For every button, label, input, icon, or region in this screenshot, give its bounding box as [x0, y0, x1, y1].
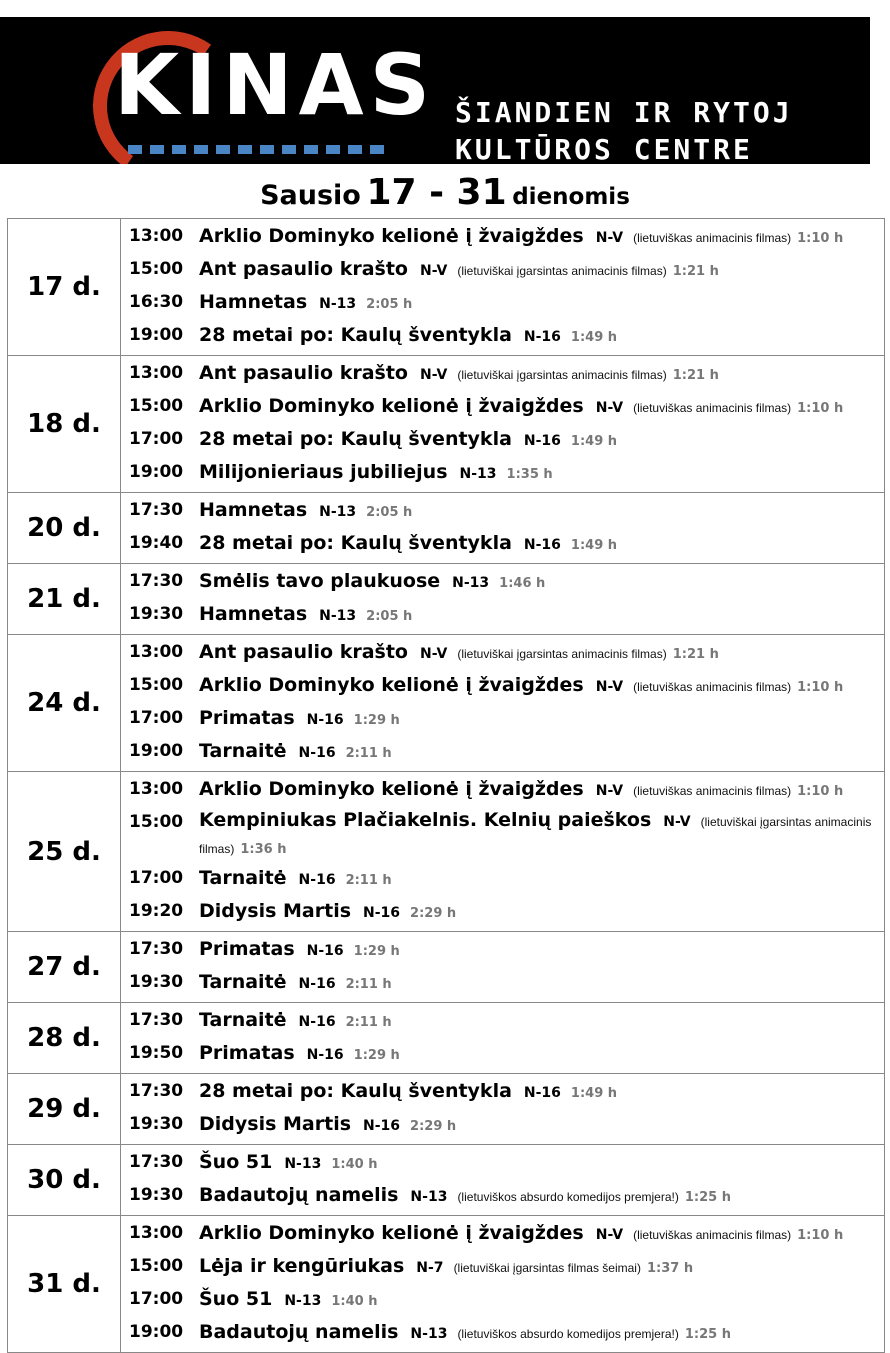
screening-time: 16:30	[129, 292, 184, 312]
screening-time: 15:00	[129, 396, 184, 416]
screening-details	[199, 287, 884, 320]
screening-item	[129, 807, 884, 863]
movie-title: Tarnaitė	[199, 867, 287, 889]
screening-details	[199, 1147, 884, 1180]
age-rating: N-16	[298, 1014, 336, 1030]
age-rating: N-13	[459, 466, 497, 482]
movie-title: 28 metai po: Kaulų šventykla	[199, 1080, 512, 1102]
film-duration: 1:36 h	[240, 842, 287, 857]
age-rating: N-16	[298, 745, 336, 761]
screening-time: 19:00	[129, 462, 184, 482]
age-rating: N-16	[363, 1118, 401, 1134]
screening-details	[199, 1180, 884, 1213]
screening-item	[129, 566, 884, 599]
film-duration: 1:29 h	[353, 944, 400, 959]
age-rating: N-16	[306, 712, 344, 728]
screening-time: 19:30	[129, 604, 184, 624]
screening-time: 17:30	[129, 571, 184, 591]
screening-time: 17:30	[129, 1010, 184, 1030]
film-note: (lietuviškai įgarsintas filmas šeimai)	[453, 1261, 641, 1275]
screening-details	[199, 863, 884, 896]
screening-item	[129, 934, 884, 967]
film-note: (lietuviškas animacinis filmas)	[633, 680, 792, 694]
film-note: (lietuviškas animacinis filmas)	[633, 401, 792, 415]
day-label: 17 d.	[8, 219, 121, 356]
screening-time: 13:00	[129, 779, 184, 799]
screening-time: 17:00	[129, 1289, 184, 1309]
film-note: (lietuviškos absurdo komedijos premjera!)	[457, 1190, 679, 1204]
movie-title: Hamnetas	[199, 603, 308, 625]
movie-title: Arklio Dominyko kelionė į žvaigždes	[199, 395, 584, 417]
film-duration: 2:05 h	[366, 297, 413, 312]
screening-time: 17:00	[129, 429, 184, 449]
age-rating: N-16	[523, 537, 561, 553]
screenings-list	[121, 1145, 885, 1216]
age-rating: N-13	[452, 575, 490, 591]
day-row	[8, 1074, 885, 1145]
age-rating: N-V	[663, 814, 691, 830]
tagline-line-1: ŠIANDIEN IR RYTOJ	[455, 96, 793, 129]
movie-title: Badautojų namelis	[199, 1321, 399, 1343]
day-label: 25 d.	[8, 772, 121, 932]
movie-title: Arklio Dominyko kelionė į žvaigždes	[199, 1222, 584, 1244]
movie-title: Badautojų namelis	[199, 1184, 399, 1206]
day-label: 28 d.	[8, 1003, 121, 1074]
movie-title: Hamnetas	[199, 499, 308, 521]
screening-details	[199, 358, 884, 391]
movie-title: Tarnaitė	[199, 971, 287, 993]
age-rating: N-V	[595, 400, 624, 416]
screening-item	[129, 358, 884, 391]
age-rating: N-13	[410, 1189, 448, 1205]
screening-details	[199, 637, 884, 670]
film-note: (lietuviškas animacinis filmas)	[633, 231, 792, 245]
tagline-line-2: KULTŪROS CENTRE	[455, 133, 753, 164]
screening-time: 13:00	[129, 642, 184, 662]
screening-time: 19:00	[129, 325, 184, 345]
screening-time: 19:20	[129, 901, 184, 921]
screening-details	[199, 1005, 884, 1038]
screening-time: 19:30	[129, 1114, 184, 1134]
screenings-list	[121, 932, 885, 1003]
screening-details	[199, 457, 884, 490]
screenings-list	[121, 635, 885, 772]
screening-item	[129, 1076, 884, 1109]
age-rating: N-13	[319, 504, 357, 520]
screening-details	[199, 424, 884, 457]
screening-item	[129, 1109, 884, 1142]
screening-details	[199, 774, 884, 807]
age-rating: N-13	[284, 1156, 322, 1172]
logo-text: KINAS	[114, 36, 437, 134]
screening-details	[199, 495, 884, 528]
screening-details	[199, 1284, 884, 1317]
screening-item	[129, 1317, 884, 1350]
film-duration: 1:10 h	[797, 784, 844, 799]
age-rating: N-V	[595, 679, 624, 695]
day-row	[8, 493, 885, 564]
age-rating: N-V	[595, 783, 624, 799]
film-note: (lietuviškas animacinis filmas)	[633, 784, 792, 798]
screening-item	[129, 774, 884, 807]
screening-time: 15:00	[129, 812, 184, 832]
screening-time: 15:00	[129, 259, 184, 279]
screening-item	[129, 254, 884, 287]
screening-details	[199, 670, 884, 703]
film-duration: 2:11 h	[345, 873, 392, 888]
film-duration: 1:49 h	[570, 330, 618, 345]
film-duration: 1:10 h	[797, 231, 844, 246]
film-note: (lietuviškos absurdo komedijos premjera!)	[457, 1327, 679, 1341]
film-duration: 1:25 h	[684, 1327, 731, 1342]
film-duration: 1:10 h	[797, 1228, 844, 1243]
screening-time: 19:30	[129, 972, 184, 992]
film-duration: 2:29 h	[410, 906, 457, 921]
screening-item	[129, 1180, 884, 1213]
screening-details	[199, 1109, 884, 1142]
day-label: 29 d.	[8, 1074, 121, 1145]
movie-title: Ant pasaulio krašto	[199, 362, 408, 384]
movie-title: Didysis Martis	[199, 900, 352, 922]
movie-title: Primatas	[199, 938, 295, 960]
screening-item	[129, 1284, 884, 1317]
day-row	[8, 1003, 885, 1074]
film-duration: 1:37 h	[646, 1261, 694, 1276]
age-rating: N-16	[306, 1047, 344, 1063]
movie-title: 28 metai po: Kaulų šventykla	[199, 532, 512, 554]
film-duration: 1:25 h	[684, 1190, 731, 1205]
day-label: 24 d.	[8, 635, 121, 772]
day-row	[8, 219, 885, 356]
screening-details	[199, 736, 884, 769]
day-row	[8, 356, 885, 493]
movie-title: Lėja ir kengūriukas	[199, 1255, 405, 1277]
screenings-list	[121, 356, 885, 493]
film-duration: 1:49 h	[570, 538, 618, 553]
screening-time: 19:50	[129, 1043, 184, 1063]
film-duration: 2:11 h	[345, 1015, 392, 1030]
schedule-table	[7, 218, 885, 1353]
screening-details	[199, 967, 884, 1000]
screening-details	[199, 896, 884, 929]
day-row	[8, 635, 885, 772]
age-rating: N-16	[523, 1085, 561, 1101]
age-rating: N-16	[298, 872, 336, 888]
screening-details	[199, 566, 884, 599]
screening-time: 19:00	[129, 1322, 184, 1342]
screening-item	[129, 1218, 884, 1251]
film-duration: 2:11 h	[345, 977, 392, 992]
screening-time: 13:00	[129, 226, 184, 246]
screenings-list	[121, 493, 885, 564]
screening-item	[129, 221, 884, 254]
film-duration: 1:40 h	[331, 1157, 378, 1172]
movie-title: Šuo 51	[199, 1151, 273, 1173]
age-rating: N-V	[595, 230, 624, 246]
screenings-list	[121, 1074, 885, 1145]
movie-title: 28 metai po: Kaulų šventykla	[199, 428, 512, 450]
day-label: 30 d.	[8, 1145, 121, 1216]
screening-item	[129, 703, 884, 736]
film-note: (lietuviškai įgarsintas animacinis filmas)	[457, 647, 667, 661]
film-duration: 1:46 h	[499, 576, 546, 591]
screening-details	[199, 221, 884, 254]
film-duration: 1:49 h	[570, 1086, 618, 1101]
screening-item	[129, 967, 884, 1000]
age-rating: N-16	[523, 433, 561, 449]
film-duration: 2:05 h	[366, 609, 413, 624]
movie-title: Arklio Dominyko kelionė į žvaigždes	[199, 225, 584, 247]
age-rating: N-13	[410, 1326, 448, 1342]
period-month: Sausio	[260, 180, 361, 211]
screening-details	[199, 1251, 884, 1284]
screening-time: 17:30	[129, 1152, 184, 1172]
age-rating: N-V	[595, 1227, 624, 1243]
film-duration: 1:40 h	[331, 1294, 378, 1309]
age-rating: N-16	[363, 905, 401, 921]
screening-details	[199, 1317, 884, 1350]
screening-time: 13:00	[129, 1223, 184, 1243]
film-duration: 1:29 h	[353, 713, 400, 728]
movie-title: Ant pasaulio krašto	[199, 641, 408, 663]
screening-time: 19:30	[129, 1185, 184, 1205]
screening-time: 19:00	[129, 741, 184, 761]
movie-title: Primatas	[199, 707, 295, 729]
period-heading	[0, 172, 890, 213]
day-row	[8, 564, 885, 635]
screening-item	[129, 1038, 884, 1071]
screening-item	[129, 736, 884, 769]
period-suffix: dienomis	[512, 184, 630, 210]
screening-time: 15:00	[129, 1256, 184, 1276]
day-row	[8, 1145, 885, 1216]
day-label: 31 d.	[8, 1216, 121, 1353]
screenings-list	[121, 1216, 885, 1353]
screening-time: 19:40	[129, 533, 184, 553]
age-rating: N-V	[419, 263, 448, 279]
screening-details	[199, 934, 884, 967]
screenings-list	[121, 1003, 885, 1074]
film-note: (lietuviškai įgarsintas animacinis filmas)	[199, 815, 872, 856]
movie-title: Smėlis tavo plaukuose	[199, 570, 441, 592]
movie-title: Kempiniukas Plačiakelnis. Kelnių paieškos	[199, 809, 652, 831]
screening-details	[199, 254, 884, 287]
screening-item	[129, 391, 884, 424]
film-duration: 2:11 h	[345, 746, 392, 761]
screening-item	[129, 896, 884, 929]
screening-time: 15:00	[129, 675, 184, 695]
film-duration: 1:10 h	[797, 680, 844, 695]
screening-time: 17:00	[129, 868, 184, 888]
screening-details	[199, 703, 884, 736]
movie-title: Arklio Dominyko kelionė į žvaigždes	[199, 674, 584, 696]
movie-title: Hamnetas	[199, 291, 308, 313]
screening-item	[129, 320, 884, 353]
age-rating: N-13	[319, 608, 357, 624]
screening-time: 13:00	[129, 363, 184, 383]
film-note: (lietuviškas animacinis filmas)	[633, 1228, 792, 1242]
screening-item	[129, 495, 884, 528]
screening-item	[129, 637, 884, 670]
screening-details	[199, 1218, 884, 1251]
film-duration: 1:21 h	[672, 264, 719, 279]
schedule-body	[8, 219, 885, 1353]
screening-item	[129, 1005, 884, 1038]
day-label: 27 d.	[8, 932, 121, 1003]
screening-details	[199, 528, 884, 561]
day-row	[8, 1216, 885, 1353]
screening-details	[199, 1076, 884, 1109]
screening-details	[199, 599, 884, 632]
film-duration: 1:21 h	[672, 368, 719, 383]
screening-time: 17:30	[129, 1081, 184, 1101]
film-duration: 1:29 h	[353, 1048, 400, 1063]
film-duration: 1:49 h	[570, 434, 618, 449]
logo-dash-graphic	[128, 145, 386, 154]
screening-details	[199, 1038, 884, 1071]
screening-item	[129, 287, 884, 320]
screenings-list	[121, 219, 885, 356]
screening-item	[129, 1251, 884, 1284]
day-label: 18 d.	[8, 356, 121, 493]
screening-details	[199, 807, 884, 863]
film-note: (lietuviškai įgarsintas animacinis filmas)	[457, 264, 667, 278]
screening-time: 17:30	[129, 939, 184, 959]
screenings-list	[121, 564, 885, 635]
movie-title: Tarnaitė	[199, 1009, 287, 1031]
movie-title: Didysis Martis	[199, 1113, 352, 1135]
screening-item	[129, 457, 884, 490]
film-note: (lietuviškai įgarsintas animacinis filmas)	[457, 368, 667, 382]
age-rating: N-7	[416, 1260, 444, 1276]
screening-time: 17:30	[129, 500, 184, 520]
film-duration: 2:05 h	[366, 505, 413, 520]
age-rating: N-V	[419, 646, 448, 662]
film-duration: 1:21 h	[672, 647, 719, 662]
day-row	[8, 932, 885, 1003]
day-label: 21 d.	[8, 564, 121, 635]
movie-title: Ant pasaulio krašto	[199, 258, 408, 280]
screening-item	[129, 599, 884, 632]
age-rating: N-16	[298, 976, 336, 992]
movie-title: Milijonieriaus jubiliejus	[199, 461, 448, 483]
screening-item	[129, 670, 884, 703]
age-rating: N-16	[523, 329, 561, 345]
screening-item	[129, 1147, 884, 1180]
screening-item	[129, 863, 884, 896]
period-range: 17 - 31	[366, 172, 507, 213]
age-rating: N-16	[306, 943, 344, 959]
age-rating: N-13	[319, 296, 357, 312]
movie-title: 28 metai po: Kaulų šventykla	[199, 324, 512, 346]
film-duration: 2:29 h	[410, 1119, 457, 1134]
screenings-list	[121, 772, 885, 932]
screening-details	[199, 320, 884, 353]
movie-title: Arklio Dominyko kelionė į žvaigždes	[199, 778, 584, 800]
header-banner	[0, 17, 870, 164]
movie-title: Šuo 51	[199, 1288, 273, 1310]
day-row	[8, 772, 885, 932]
age-rating: N-V	[419, 367, 448, 383]
day-label: 20 d.	[8, 493, 121, 564]
screening-item	[129, 528, 884, 561]
film-duration: 1:10 h	[797, 401, 844, 416]
screening-time: 17:00	[129, 708, 184, 728]
movie-title: Tarnaitė	[199, 740, 287, 762]
age-rating: N-13	[284, 1293, 322, 1309]
movie-title: Primatas	[199, 1042, 295, 1064]
screening-details	[199, 391, 884, 424]
screening-item	[129, 424, 884, 457]
film-duration: 1:35 h	[506, 467, 553, 482]
